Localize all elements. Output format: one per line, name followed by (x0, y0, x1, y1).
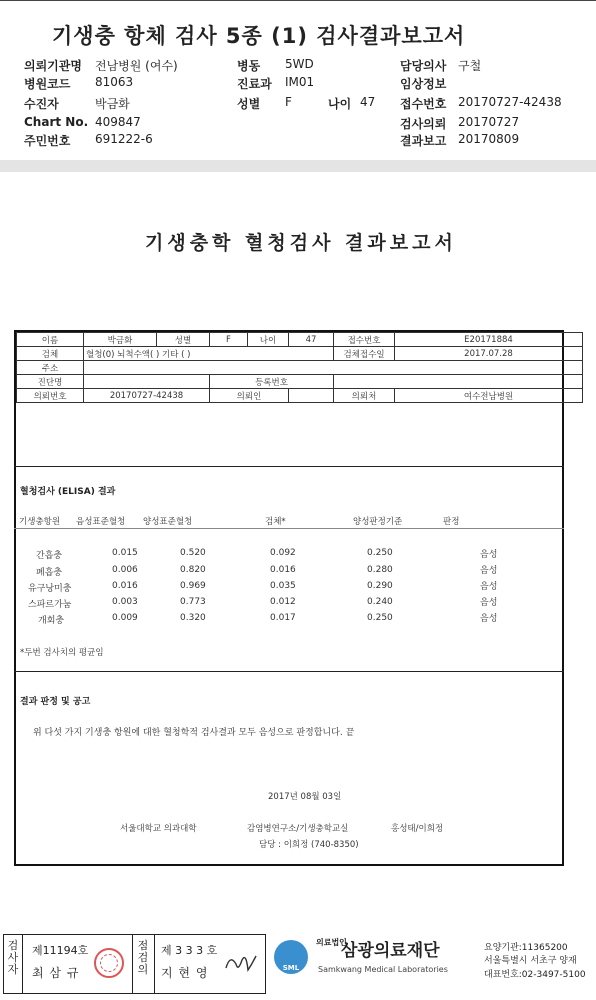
antigen-cell: 폐흡충 (36, 568, 63, 578)
field-value: 20170809 (458, 132, 520, 146)
field-value: F (285, 95, 292, 109)
signers: 홍성태/이희정 (391, 824, 444, 834)
field-label: 수진자 (24, 97, 59, 111)
neg-cell: 0.006 (112, 565, 138, 575)
address-value (84, 361, 583, 375)
field-value: 5WD (285, 57, 314, 71)
report-footer (0, 932, 596, 1000)
specimen-label: 검체 (17, 347, 84, 361)
report-title: 기생충학 혈청검사 결과보고서 (145, 232, 457, 254)
examiner-label: 검사자 (7, 939, 19, 976)
antigen-cell: 개회충 (38, 616, 65, 626)
result-cell: 음성 (480, 566, 498, 576)
sex-label: 성별 (157, 333, 210, 347)
report-header (0, 0, 596, 160)
logo-text: SML (282, 964, 300, 972)
specimen-date-value: 2017.07.28 (395, 347, 583, 361)
field-value: IM01 (285, 75, 315, 89)
neg-cell: 0.015 (112, 548, 138, 558)
signature-icon (222, 950, 258, 978)
antigen-cell: 유구낭미충 (28, 584, 72, 594)
cutoff-cell: 0.250 (367, 613, 393, 623)
org-prefix: 의료법인 (316, 938, 347, 947)
result-cell: 음성 (480, 550, 498, 560)
sample-cell: 0.012 (270, 597, 296, 607)
org-address: 서울특별시 서초구 양재 (484, 956, 577, 966)
req-org-label: 의뢰처 (334, 389, 395, 403)
divider (14, 466, 564, 467)
field-label: 성별 (237, 97, 261, 111)
neg-cell: 0.009 (112, 613, 138, 623)
pos-cell: 0.969 (180, 581, 206, 591)
field-label: Chart No. (24, 115, 89, 129)
examiner-license: 제11194호 (32, 944, 89, 957)
pos-cell: 0.520 (180, 548, 206, 558)
specimen-value: 혈청(0) 뇌척수액( ) 기타 ( ) (84, 347, 334, 361)
org-english: Samkwang Medical Laboratories (318, 965, 448, 974)
reviewer-name: 지 현 영 (161, 966, 209, 980)
cutoff-cell: 0.240 (367, 597, 393, 607)
cutoff-cell: 0.290 (367, 581, 393, 591)
org-name: 삼광의료재단 (341, 941, 440, 961)
result-cell: 음성 (480, 614, 498, 624)
field-label: 결과보고 (400, 134, 447, 148)
field-value: 47 (360, 95, 376, 109)
org-phone: 대표번호:02-3497-5100 (484, 970, 586, 980)
reviewer-label: 점검의 (137, 939, 149, 976)
sample-cell: 0.035 (270, 581, 296, 591)
receipt-label: 접수번호 (334, 333, 395, 347)
col-header-cutoff: 양성판정기준 (353, 517, 403, 527)
elisa-section-title: 혈청검사 (ELISA) 결과 (20, 487, 116, 497)
col-header-neg: 음성표준혈청 (76, 517, 126, 527)
req-person-value (289, 389, 334, 403)
field-label: 접수번호 (400, 97, 447, 111)
antigen-cell: 간흡충 (36, 551, 63, 561)
contact: 담당 : 이희정 (740-8350) (259, 840, 359, 850)
cutoff-cell: 0.280 (367, 565, 393, 575)
pos-cell: 0.320 (180, 613, 206, 623)
address-label: 주소 (17, 361, 84, 375)
info-table (16, 332, 583, 403)
field-value: 박금화 (95, 97, 130, 111)
result-cell: 음성 (480, 598, 498, 608)
conclusion-section-title: 결과 판정 및 공고 (20, 697, 91, 707)
institution-code: 요양기관:11365200 (484, 943, 568, 953)
divider (14, 671, 564, 672)
col-header-pos: 양성표준혈청 (143, 517, 193, 527)
top-rule (0, 0, 596, 1)
neg-cell: 0.003 (112, 597, 138, 607)
age-value: 47 (289, 333, 334, 347)
diagnosis-value (84, 375, 210, 389)
pos-cell: 0.773 (180, 597, 206, 607)
age-label: 나이 (248, 333, 289, 347)
result-cell: 음성 (480, 582, 498, 592)
examiner-name: 최 삼 규 (32, 966, 80, 980)
field-label: 나이 (328, 97, 352, 111)
field-label: 진료과 (237, 77, 272, 91)
field-value: 409847 (95, 115, 141, 129)
field-value: 20170727 (458, 115, 520, 129)
footnote: *두번 검사치의 평균임 (20, 648, 104, 658)
col-header-sample: 검체* (265, 517, 286, 527)
field-label: 주민번호 (24, 134, 71, 148)
dept-name: 감염병연구소/기생충학교실 (247, 824, 349, 834)
req-no-label: 의뢰번호 (17, 389, 84, 403)
col-header-antigen: 기생충항원 (19, 517, 61, 527)
divider (154, 934, 155, 994)
diagnosis-label: 진단명 (17, 375, 84, 389)
field-label: 임상정보 (400, 77, 447, 91)
reg-label: 등록번호 (210, 375, 334, 389)
field-value: 691222-6 (95, 132, 153, 146)
divider (132, 934, 133, 994)
page-title: 기생충 항체 검사 5종 (1) 검사결과보고서 (52, 24, 466, 48)
report-date: 2017년 08월 03일 (268, 792, 342, 802)
cutoff-cell: 0.250 (367, 548, 393, 558)
reviewer-license: 제 3 3 3 호 (161, 944, 218, 957)
antigen-cell: 스파르가눔 (28, 600, 72, 610)
field-label: 검사의뢰 (400, 117, 447, 131)
field-label: 병동 (237, 59, 261, 73)
field-value: 81063 (95, 75, 134, 89)
name-label: 이름 (17, 333, 84, 347)
req-org-value: 여수전남병원 (395, 389, 583, 403)
header-underline (14, 528, 564, 529)
pos-cell: 0.820 (180, 565, 206, 575)
field-value: 20170727-42438 (458, 95, 562, 109)
separator-band (0, 160, 596, 172)
receipt-value: E20171884 (395, 333, 583, 347)
field-value: 구철 (458, 59, 482, 73)
sample-cell: 0.016 (270, 565, 296, 575)
sample-cell: 0.092 (270, 548, 296, 558)
reg-value (334, 375, 583, 389)
seal-stamp (94, 948, 124, 978)
col-header-result: 판정 (443, 517, 460, 527)
field-label: 담당의사 (400, 59, 447, 73)
req-no-value: 20170727-42438 (84, 389, 210, 403)
sample-cell: 0.017 (270, 613, 296, 623)
name-value: 박금화 (84, 333, 157, 347)
org-name: 서울대학교 의과대학 (120, 824, 197, 834)
neg-cell: 0.016 (112, 581, 138, 591)
field-label: 병원코드 (24, 77, 71, 91)
specimen-date-label: 검체접수일 (334, 347, 395, 361)
sex-value: F (210, 333, 248, 347)
conclusion-text: 위 다섯 가지 기생충 항원에 대한 혈청학적 검사결과 모두 음성으로 판정합니다. 끝 (33, 728, 355, 738)
field-label: 의뢰기관명 (24, 59, 82, 73)
divider (22, 934, 23, 994)
req-person-label: 의뢰인 (210, 389, 289, 403)
field-value: 전남병원 (여수) (95, 59, 178, 73)
